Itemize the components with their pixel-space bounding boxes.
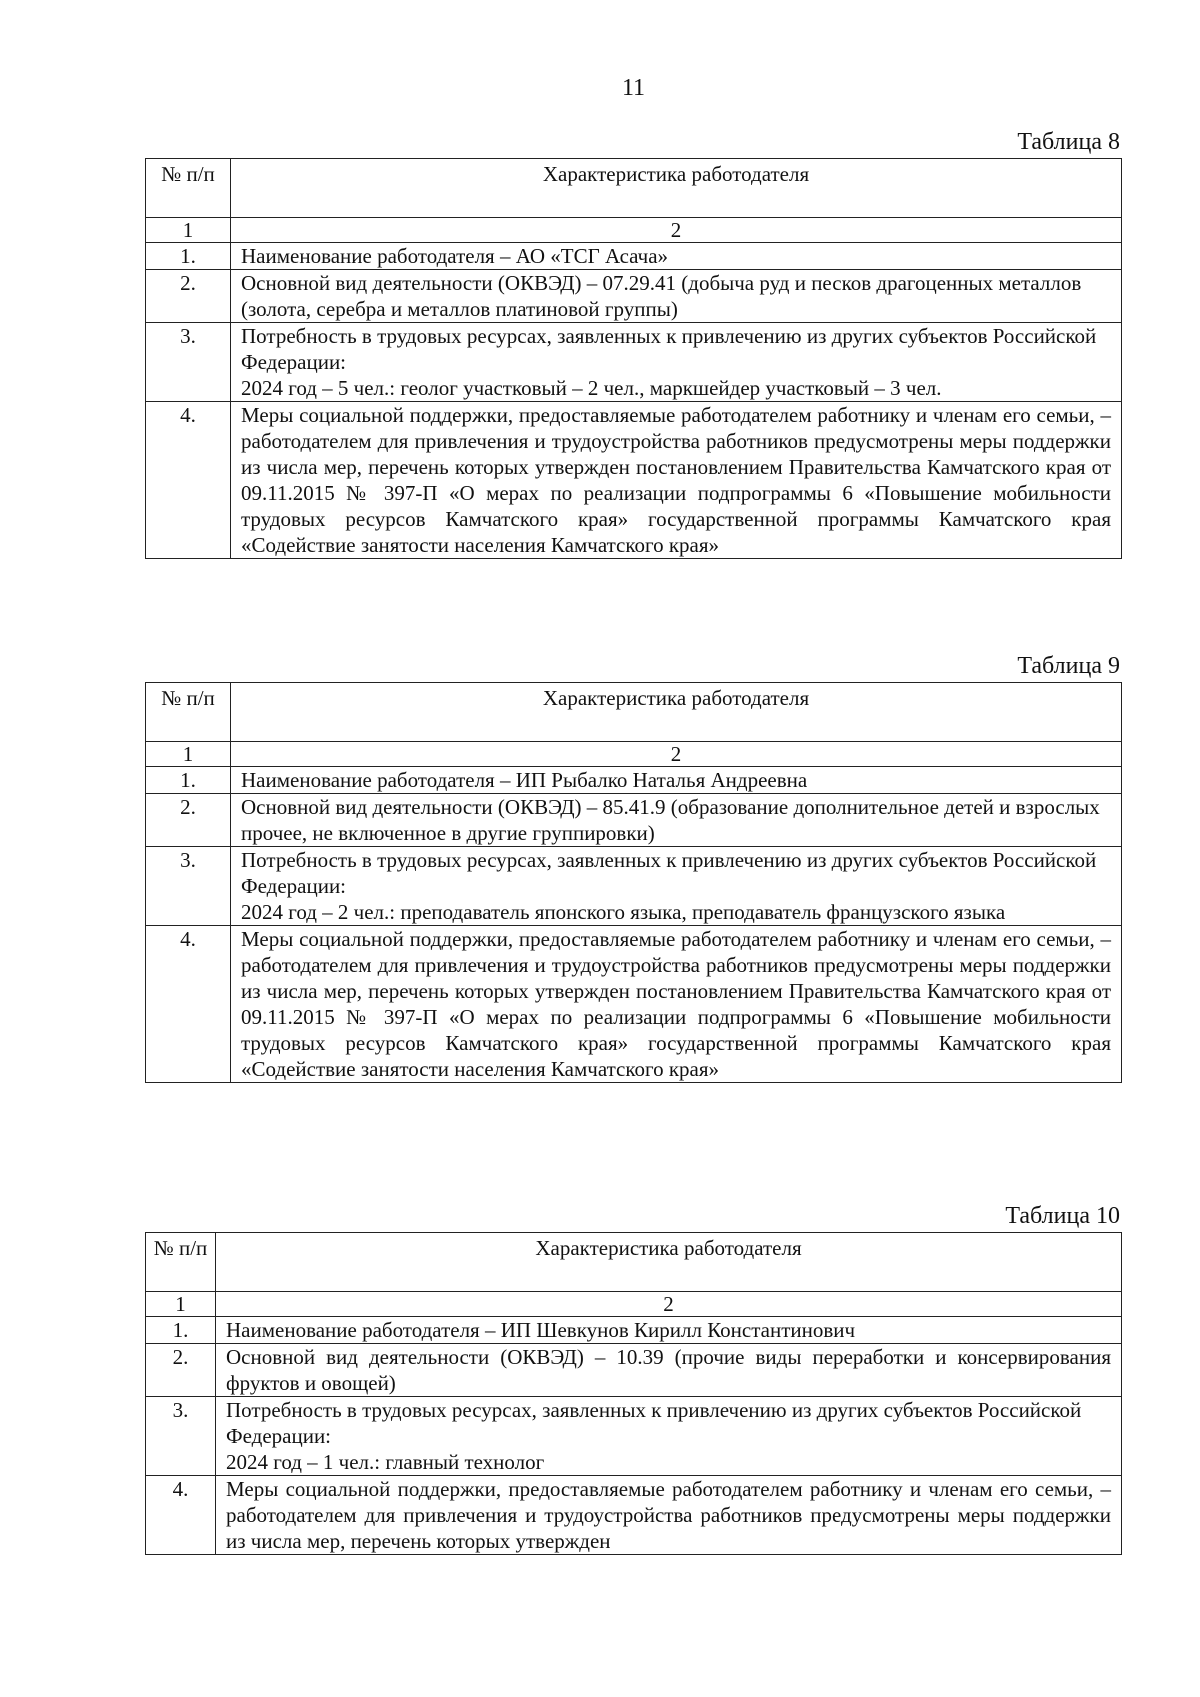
row-text: Наименование работодателя – АО «ТСГ Асача»	[231, 243, 1122, 270]
header-title: Характеристика работодателя	[216, 1233, 1122, 1292]
row-cell	[216, 1397, 1122, 1476]
page-number: 11	[621, 75, 646, 101]
column-number-row	[146, 742, 1122, 767]
table-row	[146, 794, 1122, 847]
header-num: № п/п	[146, 159, 231, 218]
row-text-detail: 2024 год – 1 чел.: главный технолог	[226, 1450, 545, 1474]
column-number: 1	[146, 1292, 216, 1317]
table-row	[146, 767, 1122, 794]
table-header-row	[146, 159, 1122, 218]
row-number: 1.	[146, 243, 231, 270]
column-number: 2	[231, 742, 1122, 767]
row-text: Потребность в трудовых ресурсах, заявленных к привлечению из других субъектов Российской Федерации:	[226, 1398, 1082, 1448]
table-caption: Таблица 9	[1017, 653, 1120, 679]
column-number: 1	[146, 742, 231, 767]
table-header-row	[146, 1233, 1122, 1292]
table-row	[146, 402, 1122, 559]
row-text: Потребность в трудовых ресурсах, заявленных к привлечению из других субъектов Российской Федерации:	[241, 324, 1097, 374]
row-number: 4.	[146, 1476, 216, 1555]
table-row	[146, 1397, 1122, 1476]
row-number: 2.	[146, 270, 231, 323]
employer-table	[145, 682, 1122, 1083]
row-number: 4.	[146, 402, 231, 559]
table-row	[146, 847, 1122, 926]
row-number: 4.	[146, 926, 231, 1083]
column-number: 2	[216, 1292, 1122, 1317]
row-text: Наименование работодателя – ИП Рыбалко Наталья Андреевна	[231, 767, 1122, 794]
row-number: 1.	[146, 767, 231, 794]
table-header-row	[146, 683, 1122, 742]
table-caption: Таблица 10	[1005, 1203, 1120, 1229]
employer-table	[145, 1232, 1122, 1555]
row-text: Основной вид деятельности (ОКВЭД) – 85.41.9 (образование дополнительное детей и взрослых прочее, не включенное в другие группировки)	[231, 794, 1122, 847]
table-row	[146, 323, 1122, 402]
table-10	[145, 1202, 1122, 1555]
row-number: 3.	[146, 323, 231, 402]
row-text-detail: 2024 год – 2 чел.: преподаватель японского языка, преподаватель французского языка	[241, 900, 1006, 924]
row-cell	[231, 323, 1122, 402]
table-row	[146, 270, 1122, 323]
row-number: 3.	[146, 1397, 216, 1476]
row-text: Меры социальной поддержки, предоставляемые работодателем работнику и членам его семьи, – работодателем для привлечения и трудоустройства работников предусмотрены меры поддержки из числа мер, перечень которых утвержден постановлением Правительства Камчатского края от 09.11.2015 № 397-П «О мерах по реализации подпрограммы 6 «Повышение мобильности трудовых ресурсов Камчатского края» государственной программы Камчатского края «Содействие занятости населения Камчатского края»	[231, 926, 1122, 1083]
table-row	[146, 1317, 1122, 1344]
column-number-row	[146, 1292, 1122, 1317]
column-number: 1	[146, 218, 231, 243]
employer-table	[145, 158, 1122, 559]
row-text-detail: 2024 год – 5 чел.: геолог участковый – 2 чел., маркшейдер участковый – 3 чел.	[241, 376, 942, 400]
row-number: 2.	[146, 1344, 216, 1397]
table-row	[146, 243, 1122, 270]
row-text: Наименование работодателя – ИП Шевкунов Кирилл Константинович	[216, 1317, 1122, 1344]
row-number: 3.	[146, 847, 231, 926]
table-9	[145, 652, 1122, 1083]
table-caption: Таблица 8	[1017, 129, 1120, 155]
row-text: Основной вид деятельности (ОКВЭД) – 10.39 (прочие виды переработки и консервирования фруктов и овощей)	[216, 1344, 1122, 1397]
row-number: 2.	[146, 794, 231, 847]
header-title: Характеристика работодателя	[231, 159, 1122, 218]
table-row	[146, 1344, 1122, 1397]
header-title: Характеристика работодателя	[231, 683, 1122, 742]
row-text: Меры социальной поддержки, предоставляемые работодателем работнику и членам его семьи, – работодателем для привлечения и трудоустройства работников предусмотрены меры поддержки из числа мер, перечень которых утвержден	[216, 1476, 1122, 1555]
header-num: № п/п	[146, 1233, 216, 1292]
table-row	[146, 1476, 1122, 1555]
table-8	[145, 128, 1122, 559]
header-num: № п/п	[146, 683, 231, 742]
column-number: 2	[231, 218, 1122, 243]
row-text: Потребность в трудовых ресурсах, заявленных к привлечению из других субъектов Российской Федерации:	[241, 848, 1097, 898]
column-number-row	[146, 218, 1122, 243]
row-text: Меры социальной поддержки, предоставляемые работодателем работнику и членам его семьи, – работодателем для привлечения и трудоустройства работников предусмотрены меры поддержки из числа мер, перечень которых утвержден постановлением Правительства Камчатского края от 09.11.2015 № 397-П «О мерах по реализации подпрограммы 6 «Повышение мобильности трудовых ресурсов Камчатского края» государственной программы Камчатского края «Содействие занятости населения Камчатского края»	[231, 402, 1122, 559]
table-row	[146, 926, 1122, 1083]
row-cell	[231, 847, 1122, 926]
row-text: Основной вид деятельности (ОКВЭД) – 07.29.41 (добыча руд и песков драгоценных металлов (золота, серебра и металлов платиновой группы)	[231, 270, 1122, 323]
row-number: 1.	[146, 1317, 216, 1344]
